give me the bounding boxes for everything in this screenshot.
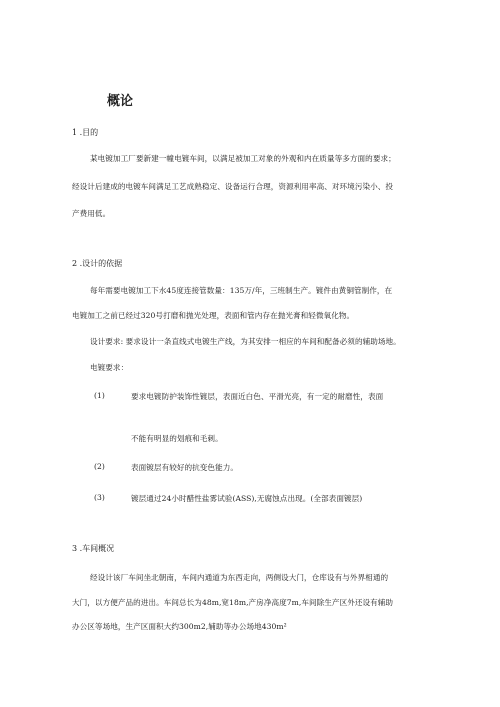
- list-item-text: 表面镀层有较好的抗变色能力。: [131, 463, 239, 472]
- paragraph-line: 电镀加工之前已经过320号打磨和抛光处理，表面和管内存在抛光膏和轻微氧化物。: [72, 311, 355, 320]
- paragraph-line: 设计要求: 要求设计一条直线式电镀生产线，为其安排一相应的车间和配备必须的辅助场地。: [90, 337, 401, 346]
- paragraph-line: 经设计该厂车间坐北朝南，车间内通道为东西走向，两侧设大门，仓库设有与外界相通的: [90, 573, 389, 582]
- list-item-continuation: 不能有明显的划痕和毛刺。: [131, 434, 223, 443]
- page-title: 概论: [107, 94, 134, 109]
- list-item-number: (3): [94, 493, 105, 502]
- paragraph-line: 大门，以方便产品的进出。车间总长为48m,宽18m,产房净高度7m,车间除生产区外还设有辅助: [72, 598, 394, 607]
- paragraph-line: 每年需要电镀加工下水45度连接管数量：135万/年，三班制生产。镀件由黄铜管制作，在: [90, 286, 393, 295]
- list-item-number: (2): [94, 462, 105, 471]
- list-item-text: 要求电镀防护装饰性镀层，表面近白色、平滑光亮，有一定的耐磨性，表面: [131, 392, 384, 401]
- paragraph-line: 办公区等场地，生产区面积大约300m2,辅助等办公场地430m²: [72, 622, 287, 631]
- paragraph-line: 经设计后建成的电镀车间满足工艺成熟稳定、设备运行合理，资源利用率高、对环境污染小、投: [72, 182, 394, 191]
- paragraph-line: 电镀要求：: [90, 363, 129, 372]
- section-heading-overview: 3 .车间概况: [72, 544, 115, 553]
- paragraph-line: 产费用低。: [72, 209, 111, 218]
- section-heading-basis: 2 .设计的依据: [72, 259, 123, 268]
- paragraph-line: 某电镀加工厂要新建一幢电镀车间，以满足被加工对象的外观和内在质量等多方面的要求；: [90, 154, 396, 163]
- section-heading-purpose: 1 .目的: [72, 128, 99, 137]
- list-item-number: (1): [94, 391, 105, 400]
- list-item-text: 镀层通过24小时醋性盐雾试验(ASS),无腐蚀点出现。(全部表面镀层): [131, 494, 363, 503]
